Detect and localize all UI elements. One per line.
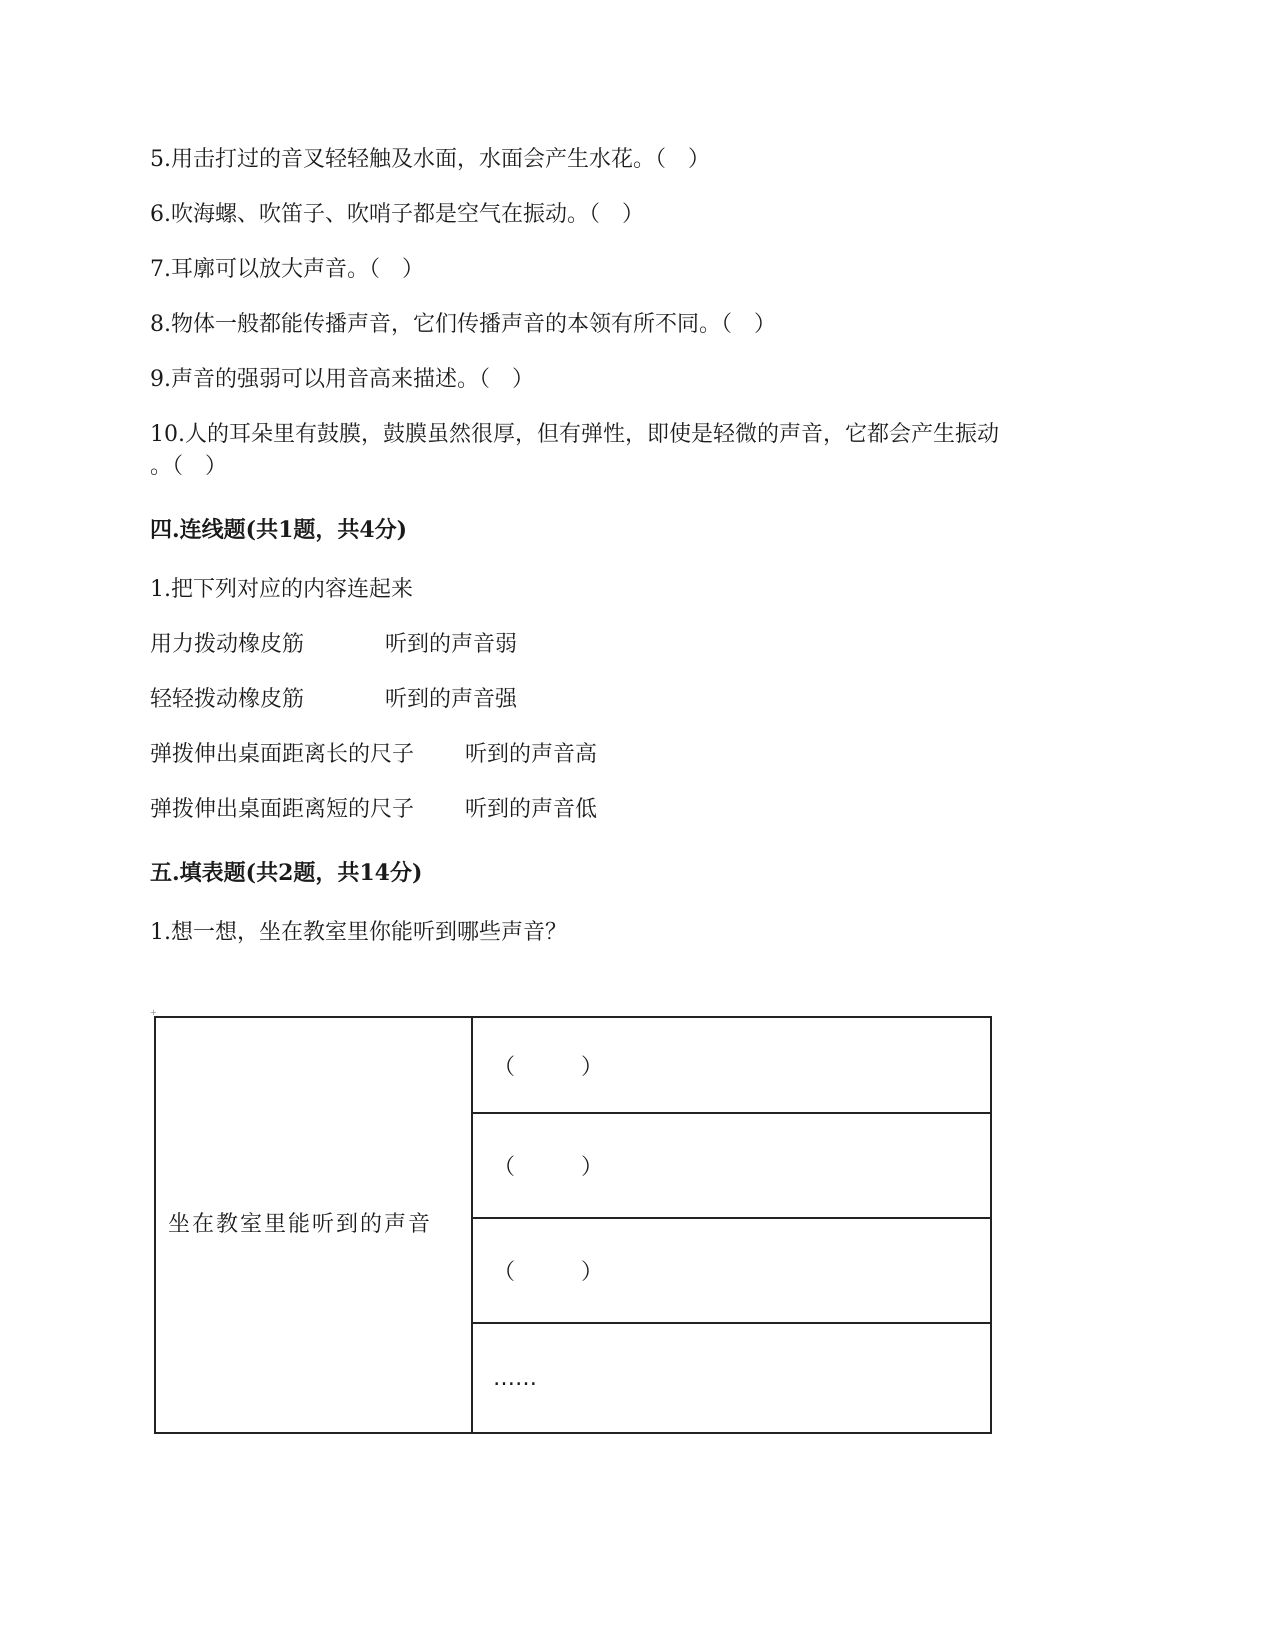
- match-left-item: 弹拨伸出桌面距离短的尺子: [150, 797, 415, 822]
- judgement-item-9: 9.声音的强弱可以用音高来描述。（ ）: [150, 367, 534, 392]
- answer-blank: （ ）: [493, 1260, 604, 1285]
- table-label-cell: 坐在教室里能听到的声音: [155, 1017, 472, 1433]
- match-row: [150, 740, 597, 770]
- table-anchor-mark: +: [150, 1008, 157, 1017]
- match-row: [150, 630, 517, 660]
- section4-question: 1.把下列对应的内容连起来: [150, 577, 413, 602]
- judgement-item-7: 7.耳廓可以放大声音。（ ）: [150, 257, 424, 282]
- judgement-item-10: 10.人的耳朵里有鼓膜，鼓膜虽然很厚，但有弹性，即使是轻微的声音，它都会产生振动: [150, 422, 999, 447]
- section4-heading: 四.连线题(共1题，共4分): [150, 517, 408, 543]
- answer-blank: （ ）: [493, 1054, 604, 1080]
- match-right-item: 听到的声音低: [465, 797, 598, 822]
- blank-answer-cell[interactable]: [472, 1113, 991, 1218]
- match-left-item: 弹拨伸出桌面距离长的尺子: [150, 742, 415, 767]
- sound-fill-table: [154, 1016, 992, 1434]
- judgement-item-6: 6.吹海螺、吹笛子、吹哨子都是空气在振动。（ ）: [150, 202, 644, 227]
- judgement-item-8: 8.物体一般都能传播声音，它们传播声音的本领有所不同。（ ）: [150, 312, 776, 337]
- match-right-item: 听到的声音高: [465, 742, 598, 767]
- blank-answer-cell[interactable]: [472, 1017, 991, 1113]
- match-row: [150, 795, 597, 825]
- judgement-item-5: 5.用击打过的音叉轻轻触及水面，水面会产生水花。（ ）: [150, 147, 710, 172]
- match-left-item: 轻轻拨动橡皮筋: [150, 687, 305, 712]
- judgement-item-10-continuation: 。（ ）: [150, 454, 228, 479]
- match-left-item: 用力拨动橡皮筋: [150, 632, 305, 657]
- ellipsis-cell[interactable]: [472, 1323, 991, 1433]
- match-row: [150, 685, 517, 715]
- answer-blank: （ ）: [493, 1155, 604, 1180]
- match-right-item: 听到的声音强: [385, 687, 518, 712]
- section5-heading: 五.填表题(共2题，共14分): [150, 860, 423, 886]
- match-right-item: 听到的声音弱: [385, 632, 518, 657]
- blank-answer-cell[interactable]: [472, 1218, 991, 1323]
- section5-question: 1.想一想，坐在教室里你能听到哪些声音？: [150, 920, 567, 945]
- ellipsis-text: ……: [493, 1365, 537, 1391]
